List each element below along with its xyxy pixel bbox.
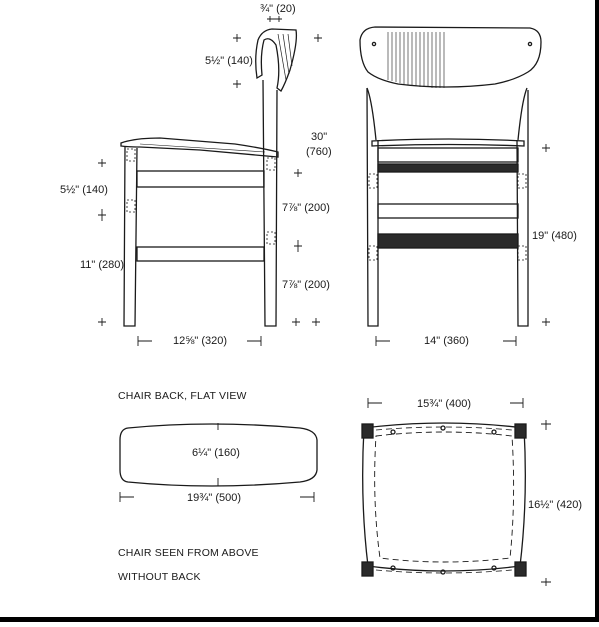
- dim-top-width: 15¾" (400): [417, 398, 472, 410]
- caption-top-line2: WITHOUT BACK: [118, 571, 201, 583]
- frame-bottom-edge: [0, 617, 599, 622]
- caption-back-flat: CHAIR BACK, FLAT VIEW: [118, 390, 247, 402]
- dim-back-flat-height: 6¼" (160): [192, 447, 240, 459]
- dim-side-seat-height: 30": [311, 131, 328, 143]
- dim-side-upper-rail: 5½" (140): [60, 184, 108, 196]
- back-flat-view: [120, 423, 317, 502]
- dim-side-depth: 12⅝" (320): [173, 335, 228, 347]
- frame-right-edge: [595, 0, 599, 622]
- caption-top-line1: CHAIR SEEN FROM ABOVE: [118, 547, 259, 559]
- dim-side-seat-height-mm: (760): [306, 146, 332, 158]
- dim-side-rail-gap-upper: 7⅞" (200): [282, 202, 330, 214]
- dim-side-back-thickness: ¾" (20): [260, 3, 296, 15]
- dim-front-width: 14" (360): [424, 335, 469, 347]
- dim-top-depth: 16½" (420): [528, 499, 583, 511]
- dim-front-seat-height: 19" (480): [532, 230, 577, 242]
- dim-side-rail-gap-lower: 7⅞" (200): [282, 279, 330, 291]
- top-view: [362, 398, 551, 586]
- front-view: [360, 27, 550, 346]
- dim-back-flat-width: 19¾" (500): [187, 492, 242, 504]
- dim-side-backrest-height: 5½" (140): [205, 55, 253, 67]
- dim-side-lower-rail: 11" (280): [80, 259, 125, 271]
